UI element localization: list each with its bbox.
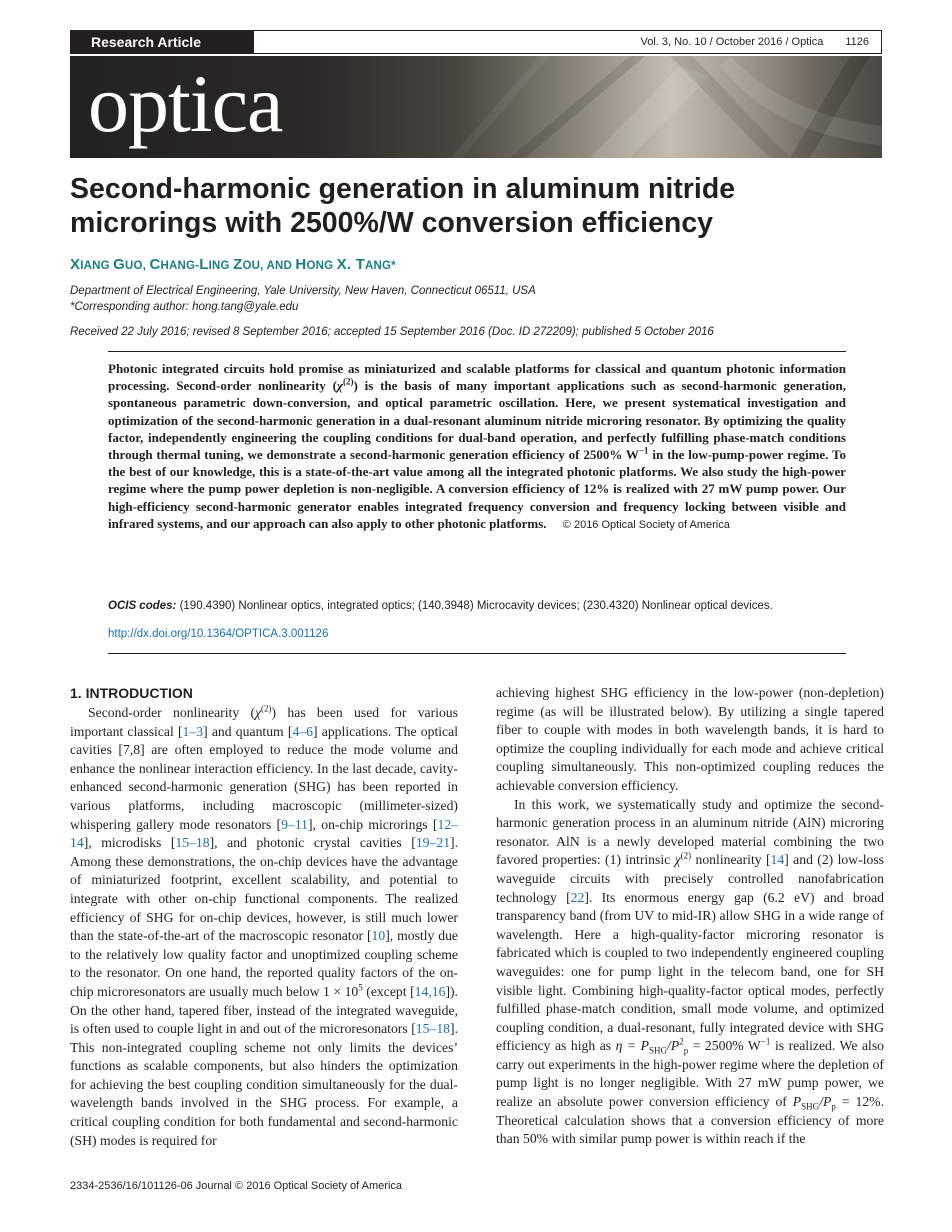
section-tag: Research Article (71, 31, 254, 53)
doi-link[interactable]: http://dx.doi.org/10.1364/OPTICA.3.001126 (108, 628, 329, 640)
citation-link[interactable]: 4–6 (292, 723, 313, 739)
ocis-codes: OCIS codes: (190.4390) Nonlinear optics, integrated optics; (140.3948) Microcavity devices; (230.4320) Nonlinear optical devices. (108, 600, 773, 612)
paper-title: Second-harmonic generation in aluminum nitride microrings with 2500%/W conversion efficiency (70, 173, 736, 239)
divider (108, 653, 846, 654)
journal-info (641, 31, 869, 53)
intro-paragraph: Second-order nonlinearity $(\chi^{(2)})$ has been used for various important classical [1–3] and quantum [4–6] applications. The optical cavities [7,8] are often employed to reduce the mode volume and enhance the nonlinear interaction efficiency. In the last decade, cavity-enhanced second-harmonic generation (SHG) has been reported in various platforms, including macroscopic (millimeter-sized) whispering gallery mode resonators [9–11], on-chip microrings [12–14], microdisks [15–18], and photonic crystal cavities [19–21]. Among these demonstrations, the on-chip devices have the advantage of miniaturized footprint, excellent scalability, and potential to integrate with other on-chip functional components. The realized efficiency of SHG for on-chip devices, however, is still much lower than the state-of-the-art of the macroscopic resonator [10], mostly due to the relatively low quality factor and unoptimized coupling scheme to the resonator. On one hand, the reported quality factors of the on-chip microresonators are usually much below $1 \times 10^5$ (except [14,16]). On the other hand, tapered fiber, instead of the integrated waveguide, is often used to couple light in and out of the microresonators [15–18]. This non-integrated coupling scheme not only limits the devices’ functions as scalable components, but also hinders the optimization for achieving the best coupling condition simultaneously for the dual-wavelength bands involved in the SHG process. For example, a critical coupling condition for both fundamental and second-harmonic (SH) modes is required for (70, 703, 459, 1148)
section-heading: 1. INTRODUCTION (70, 685, 193, 701)
page-footer: 2334-2536/16/101126-06 Journal © 2016 Optical Society of America (70, 1180, 403, 1192)
citation-link[interactable]: 15–18 (415, 1021, 451, 1037)
page-number: 1126 (845, 36, 869, 48)
abstract-box (108, 351, 846, 534)
citation-link[interactable]: 9–11 (281, 816, 308, 832)
journal-logo: optica (88, 58, 283, 149)
citation-link[interactable]: 22 (570, 889, 585, 905)
abstract: Photonic integrated circuits hold promise as miniaturized and scalable platforms for classical and quantum photonic information processing. Second-order nonlinearity $(\chi^{(2)})$ is the basis of many important applications such as second-harmonic generation, spontaneous parametric down-conversion, and optical parametric oscillation. Here, we present systematical investigation and optimization of the second-harmonic generation in a dual-resonant aluminum nitride microring resonator. By optimizing the quality factor, independently engineering the coupling conditions for dual-band operation, and perfectly fulfilling phase-match conditions through thermal tuning, we demonstrate a second-harmonic generation efficiency of 2500% $W^{-1}$ in the low-pump-power regime. To the best of our knowledge, this is a state-of-the-art value among all the integrated photonic platforms. We also study the high-power regime where the pump power depletion is non-negligible. A conversion efficiency of 12% is realized with 27 mW pump power. Our high-efficiency second-harmonic generator enables integrated frequency conversion and frequency locking between visible and infrared systems, and our approach can also apply to other photonic platforms. © 2016 Optical Society of America (108, 361, 846, 531)
citation-link[interactable]: 14 (770, 852, 785, 868)
body-column-left (70, 684, 458, 1150)
citation-link[interactable]: 1–3 (182, 723, 204, 739)
citation-link[interactable]: 12–14 (70, 816, 458, 851)
journal-volume-info: Vol. 3, No. 10 / October 2016 / Optica (640, 36, 824, 48)
affiliation-block (70, 283, 536, 315)
citation-link[interactable]: 15–18 (175, 835, 210, 851)
journal-banner (70, 56, 882, 158)
received-dates: Received 22 July 2016; revised 8 September 2016; accepted 15 September 2016 (Doc. ID 272209); published 5 October 2016 (70, 326, 714, 338)
body-paragraph: achieving highest SHG efficiency in the low-power (non-depletion) regime (as will be illustrated below). By utilizing a single tapered fiber to couple with modes in both wavelength bands, it is hard to optimize the coupling individually for each mode and achieve critical coupling simultaneously. This non-optimized coupling reduces the achievable conversion efficiency. (496, 685, 884, 793)
citation-link[interactable]: 19–21 (415, 835, 451, 851)
citation-link[interactable]: 10 (371, 928, 386, 944)
author-list: XIANG GUO, CHANG-LING ZOU, AND HONG X. TANG* (70, 256, 396, 273)
corresponding-author: *Corresponding author: hong.tang@yale.edu (70, 301, 299, 313)
body-paragraph: In this work, we systematically study and optimize the second-harmonic generation process in an aluminum nitride (AlN) microring resonator. AlN is a newly developed material combining the two favored properties: (1) intrinsic $\chi^{(2)}$ nonlinearity [14] and (2) low-loss waveguide circuits with precisely controlled nanofabrication technology [22]. Its enormous energy gap (6.2 eV) and broad transparency band (from UV to mid-IR) allow SHG in a wide range of wavelength. Here a high-quality-factor microring resonator is fabricated which is coupled to two independently engineered coupling waveguides: one for pump light in the telecom band, one for SH visible light. Combining high-quality-factor optical modes, perfectly fulfilled phase-match condition, small mode volume, and optimized coupling condition, a dual-resonant, fully integrated device with SHG efficiency as high as $\eta = P_{SHG}/P^2_p = 2500\%$ $W^{-1}$ is realized. We also carry out experiments in the high-power regime where the depletion of pump light is no longer negligible. With 27 mW pump power, we realize an absolute power conversion efficiency of $P_{SHG}/P_p = 12\%$. Theoretical calculation shows that a conversion efficiency of more than 50% with similar pump power is within reach if the (496, 796, 884, 1147)
citation-link[interactable]: 14,16 (414, 983, 446, 999)
affiliation: Department of Electrical Engineering, Yale University, New Haven, Connecticut 06511, USA (70, 285, 536, 297)
journal-header-bar (70, 30, 882, 54)
copyright: © 2016 Optical Society of America (562, 518, 730, 531)
body-column-right (496, 684, 884, 1149)
